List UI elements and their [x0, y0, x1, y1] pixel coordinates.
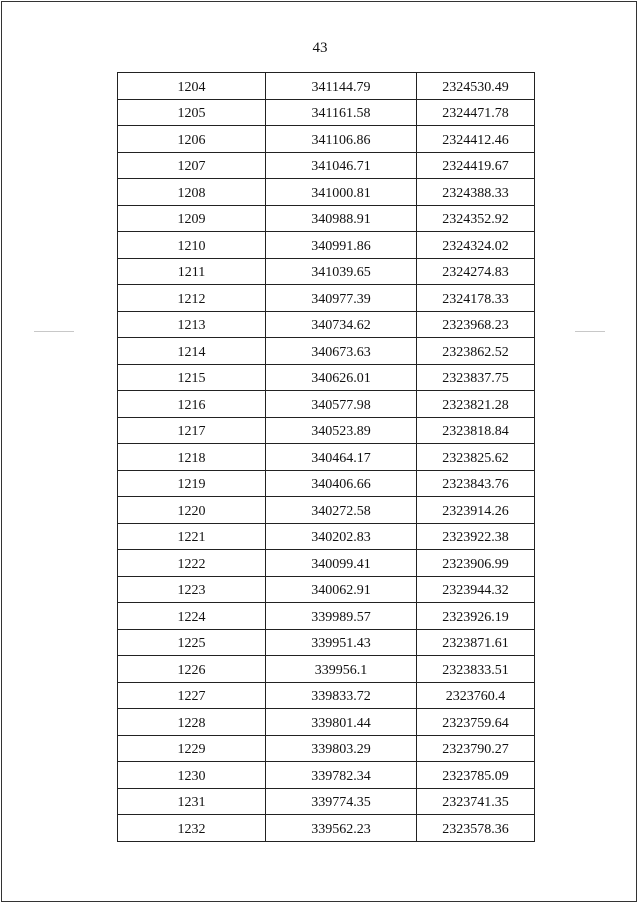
point-id-cell: 1213: [118, 311, 266, 338]
x-coordinate-cell: 339801.44: [266, 709, 417, 736]
table-row: [118, 682, 535, 709]
table-row: [118, 815, 535, 842]
x-coordinate-cell: 340202.83: [266, 523, 417, 550]
y-coordinate-cell: 2323821.28: [417, 391, 535, 418]
y-coordinate-cell: 2324530.49: [417, 73, 535, 100]
point-id-cell: 1208: [118, 179, 266, 206]
y-coordinate-cell: 2323922.38: [417, 523, 535, 550]
point-id-cell: 1207: [118, 152, 266, 179]
x-coordinate-cell: 340062.91: [266, 576, 417, 603]
y-coordinate-cell: 2323833.51: [417, 656, 535, 683]
table-row: [118, 709, 535, 736]
point-id-cell: 1224: [118, 603, 266, 630]
table-row: [118, 444, 535, 471]
table-row: [118, 205, 535, 232]
point-id-cell: 1209: [118, 205, 266, 232]
x-coordinate-cell: 339774.35: [266, 788, 417, 815]
table-row: [118, 788, 535, 815]
point-id-cell: 1212: [118, 285, 266, 312]
point-id-cell: 1215: [118, 364, 266, 391]
point-id-cell: 1216: [118, 391, 266, 418]
y-coordinate-cell: 2323759.64: [417, 709, 535, 736]
table-row: [118, 470, 535, 497]
x-coordinate-cell: 341144.79: [266, 73, 417, 100]
table-row: [118, 232, 535, 259]
y-coordinate-cell: 2324471.78: [417, 99, 535, 126]
y-coordinate-cell: 2323785.09: [417, 762, 535, 789]
y-coordinate-cell: 2323741.35: [417, 788, 535, 815]
x-coordinate-cell: 340577.98: [266, 391, 417, 418]
y-coordinate-cell: 2323843.76: [417, 470, 535, 497]
table-row: [118, 152, 535, 179]
y-coordinate-cell: 2324388.33: [417, 179, 535, 206]
point-id-cell: 1210: [118, 232, 266, 259]
y-coordinate-cell: 2324352.92: [417, 205, 535, 232]
x-coordinate-cell: 340406.66: [266, 470, 417, 497]
table-row: [118, 311, 535, 338]
point-id-cell: 1222: [118, 550, 266, 577]
table-row: [118, 762, 535, 789]
x-coordinate-cell: 340626.01: [266, 364, 417, 391]
table-row: [118, 126, 535, 153]
point-id-cell: 1229: [118, 735, 266, 762]
point-id-cell: 1231: [118, 788, 266, 815]
table-body: [118, 73, 535, 842]
page-number: 43: [312, 40, 328, 56]
table-row: [118, 497, 535, 524]
point-id-cell: 1226: [118, 656, 266, 683]
point-id-cell: 1225: [118, 629, 266, 656]
x-coordinate-cell: 339833.72: [266, 682, 417, 709]
x-coordinate-cell: 340099.41: [266, 550, 417, 577]
y-coordinate-cell: 2323790.27: [417, 735, 535, 762]
y-coordinate-cell: 2323914.26: [417, 497, 535, 524]
y-coordinate-cell: 2324412.46: [417, 126, 535, 153]
y-coordinate-cell: 2324324.02: [417, 232, 535, 259]
y-coordinate-cell: 2323837.75: [417, 364, 535, 391]
x-coordinate-cell: 339951.43: [266, 629, 417, 656]
x-coordinate-cell: 340991.86: [266, 232, 417, 259]
point-id-cell: 1214: [118, 338, 266, 365]
table-row: [118, 73, 535, 100]
table-row: [118, 550, 535, 577]
table-row: [118, 603, 535, 630]
table-row: [118, 735, 535, 762]
table-row: [118, 285, 535, 312]
scan-speck-left: [34, 331, 74, 332]
y-coordinate-cell: 2324419.67: [417, 152, 535, 179]
y-coordinate-cell: 2323825.62: [417, 444, 535, 471]
x-coordinate-cell: 340673.63: [266, 338, 417, 365]
point-id-cell: 1223: [118, 576, 266, 603]
y-coordinate-cell: 2323871.61: [417, 629, 535, 656]
x-coordinate-cell: 340272.58: [266, 497, 417, 524]
x-coordinate-cell: 341106.86: [266, 126, 417, 153]
x-coordinate-cell: 341161.58: [266, 99, 417, 126]
y-coordinate-cell: 2323944.32: [417, 576, 535, 603]
y-coordinate-cell: 2323968.23: [417, 311, 535, 338]
point-id-cell: 1206: [118, 126, 266, 153]
table-row: [118, 364, 535, 391]
y-coordinate-cell: 2323906.99: [417, 550, 535, 577]
point-id-cell: 1221: [118, 523, 266, 550]
y-coordinate-cell: 2323578.36: [417, 815, 535, 842]
point-id-cell: 1211: [118, 258, 266, 285]
scan-speck-right: [575, 331, 605, 332]
y-coordinate-cell: 2323926.19: [417, 603, 535, 630]
y-coordinate-cell: 2323760.4: [417, 682, 535, 709]
point-id-cell: 1228: [118, 709, 266, 736]
table-row: [118, 523, 535, 550]
table-row: [118, 338, 535, 365]
point-id-cell: 1204: [118, 73, 266, 100]
y-coordinate-cell: 2323818.84: [417, 417, 535, 444]
x-coordinate-cell: 340988.91: [266, 205, 417, 232]
x-coordinate-cell: 339562.23: [266, 815, 417, 842]
x-coordinate-cell: 339803.29: [266, 735, 417, 762]
x-coordinate-cell: 340464.17: [266, 444, 417, 471]
table-row: [118, 258, 535, 285]
x-coordinate-cell: 340523.89: [266, 417, 417, 444]
table-row: [118, 417, 535, 444]
x-coordinate-cell: 339989.57: [266, 603, 417, 630]
table-row: [118, 656, 535, 683]
point-id-cell: 1218: [118, 444, 266, 471]
x-coordinate-cell: 341039.65: [266, 258, 417, 285]
x-coordinate-cell: 339782.34: [266, 762, 417, 789]
point-id-cell: 1205: [118, 99, 266, 126]
x-coordinate-cell: 341046.71: [266, 152, 417, 179]
table-row: [118, 179, 535, 206]
x-coordinate-cell: 341000.81: [266, 179, 417, 206]
point-id-cell: 1230: [118, 762, 266, 789]
x-coordinate-cell: 340734.62: [266, 311, 417, 338]
x-coordinate-cell: 340977.39: [266, 285, 417, 312]
point-id-cell: 1217: [118, 417, 266, 444]
coordinate-table: [117, 72, 535, 842]
y-coordinate-cell: 2324178.33: [417, 285, 535, 312]
y-coordinate-cell: 2324274.83: [417, 258, 535, 285]
point-id-cell: 1219: [118, 470, 266, 497]
point-id-cell: 1232: [118, 815, 266, 842]
x-coordinate-cell: 339956.1: [266, 656, 417, 683]
table-row: [118, 391, 535, 418]
table-row: [118, 576, 535, 603]
table-row: [118, 99, 535, 126]
point-id-cell: 1220: [118, 497, 266, 524]
point-id-cell: 1227: [118, 682, 266, 709]
y-coordinate-cell: 2323862.52: [417, 338, 535, 365]
table-row: [118, 629, 535, 656]
